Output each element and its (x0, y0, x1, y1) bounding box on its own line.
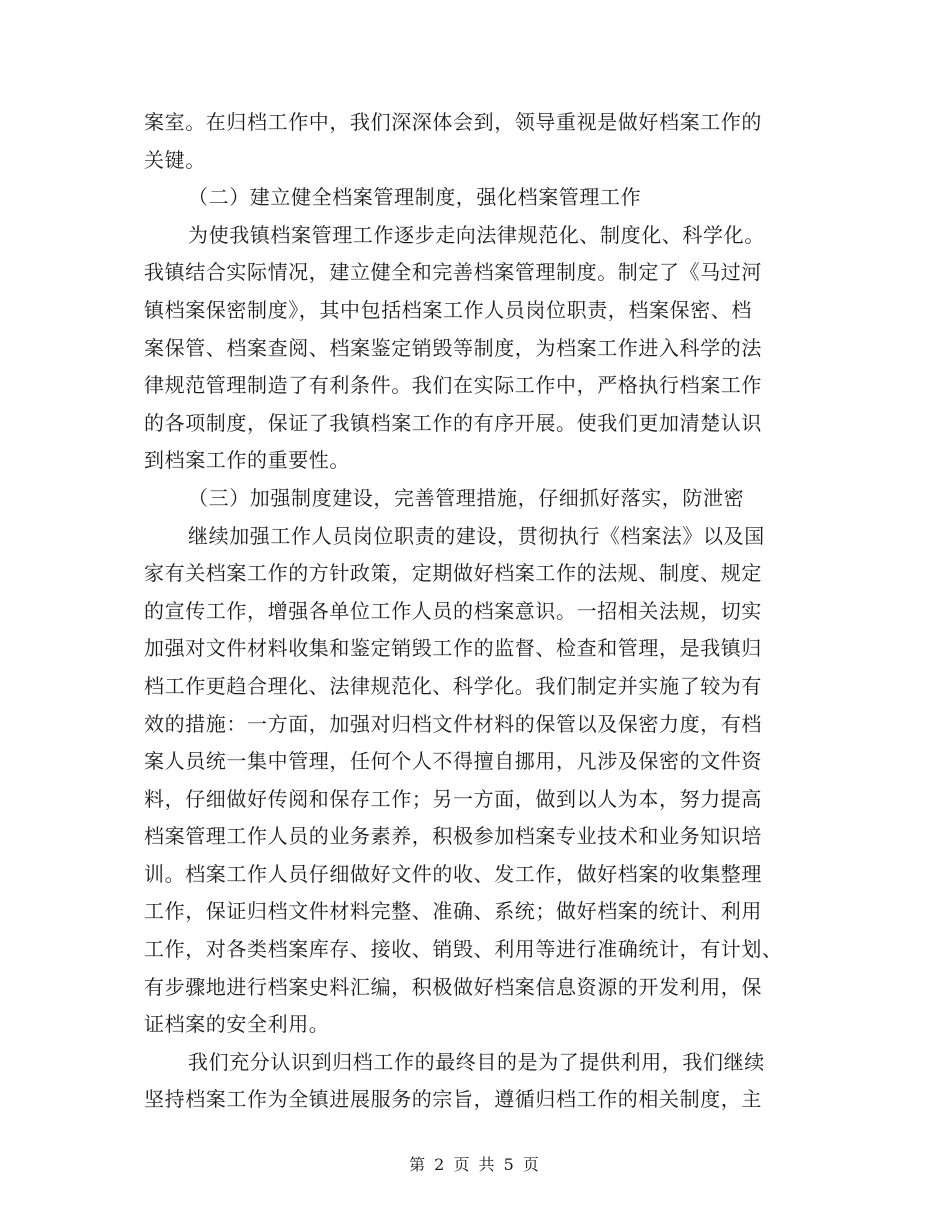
text-line: 证档案的安全利用。 (144, 1012, 330, 1037)
text-line: 为使我镇档案管理工作逐步走向法律规范化、制度化、科学化。 (188, 222, 765, 247)
text-line: 训。档案工作人员仔细做好文件的收、发工作，做好档案的收集整理 (144, 861, 762, 886)
text-line: 工作，对各类档案库存、接收、销毁、利用等进行准确统计，有计划、 (144, 937, 783, 962)
text-line: 档工作更趋合理化、法律规范化、科学化。我们制定并实施了较为有 (144, 673, 762, 698)
text-line: 有步骤地进行档案史料汇编，积极做好档案信息资源的开发利用，保 (144, 974, 762, 999)
text-line: 我镇结合实际情况，建立健全和完善档案管理制度。制定了《马过河 (144, 260, 762, 285)
section-heading: （三）加强制度建设，完善管理措施，仔细抓好落实，防泄密 (188, 485, 745, 510)
text-line: 律规范管理制造了有利条件。我们在实际工作中，严格执行档案工作 (144, 373, 762, 398)
text-line: 效的措施：一方面，加强对归档文件材料的保管以及保密力度，有档 (144, 711, 762, 736)
text-line: 案室。在归档工作中，我们深深体会到，领导重视是做好档案工作的 (144, 110, 762, 134)
text-line: 我们充分认识到归档工作的最终目的是为了提供利用，我们继续 (188, 1049, 765, 1074)
text-line: 坚持档案工作为全镇进展服务的宗旨，遵循归档工作的相关制度，主 (144, 1087, 762, 1112)
text-line: 料，仔细做好传阅和保存工作；另一方面，做到以人为本，努力提高 (144, 786, 762, 811)
text-line: 的各项制度，保证了我镇档案工作的有序开展。使我们更加清楚认识 (144, 410, 762, 435)
text-line: 案人员统一集中管理，任何个人不得擅自挪用，凡涉及保密的文件资 (144, 749, 762, 774)
text-line: 工作，保证归档文件材料完整、准确、系统；做好档案的统计、利用 (144, 899, 762, 924)
text-line: 到档案工作的重要性。 (144, 448, 350, 473)
text-line: 案保管、档案查阅、档案鉴定销毁等制度，为档案工作进入科学的法 (144, 335, 762, 360)
document-body (144, 104, 804, 1119)
text-line: 加强对文件材料收集和鉴定销毁工作的监督、检查和管理，是我镇归 (144, 636, 762, 661)
text-line: 继续加强工作人员岗位职责的建设，贯彻执行《档案法》以及国 (188, 523, 765, 548)
text-line: 的宣传工作，增强各单位工作人员的档案意识。一招相关法规，切实 (144, 598, 762, 623)
text-line: 镇档案保密制度》，其中包括档案工作人员岗位职责，档案保密、档 (144, 297, 752, 322)
text-line: 关键。 (144, 147, 206, 172)
text-line: 家有关档案工作的方针政策，定期做好档案工作的法规、制度、规定 (144, 561, 762, 586)
page-number-footer: 第 2 页 共 5 页 (409, 1155, 541, 1174)
text-line: 档案管理工作人员的业务素养，积极参加档案专业技术和业务知识培 (144, 824, 762, 849)
section-heading: （二）建立健全档案管理制度，强化档案管理工作 (188, 185, 642, 210)
